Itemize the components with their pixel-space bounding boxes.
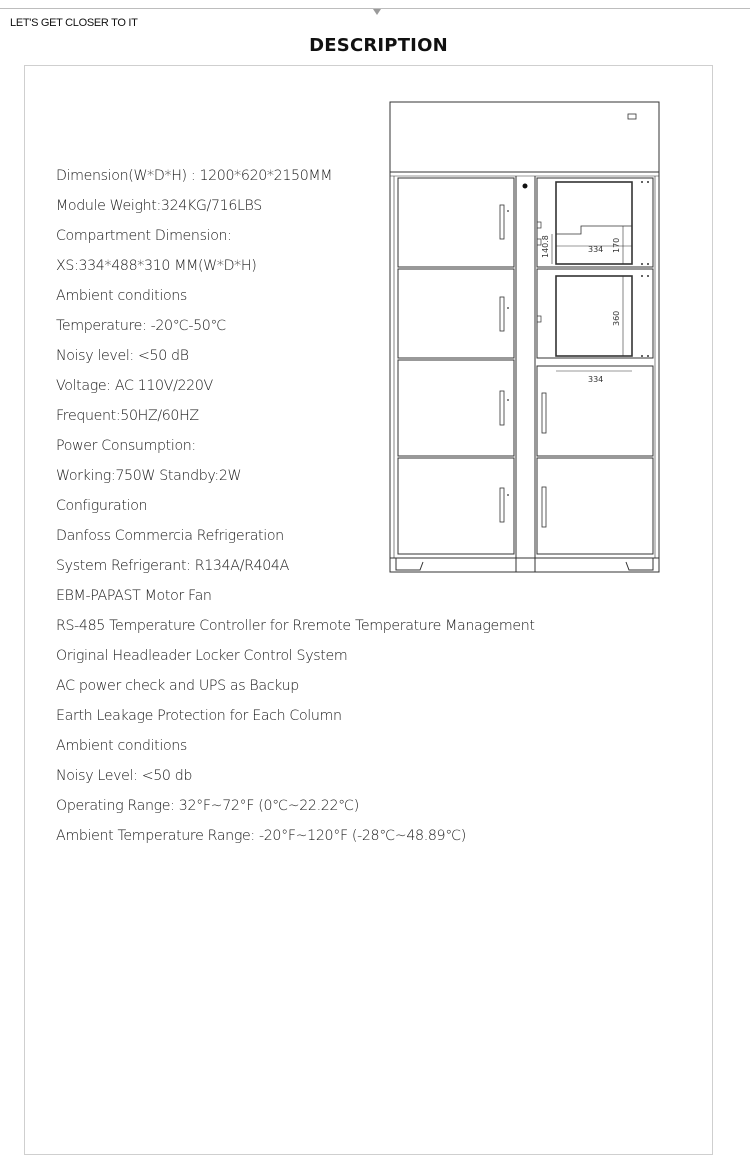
spec-item: EBM-PAPAST Motor Fan <box>56 588 212 604</box>
left-door-4 <box>398 458 514 554</box>
left-door-1 <box>398 178 514 267</box>
right-compartment-2 <box>537 269 653 358</box>
spec-item: Ambient Temperature Range: -20°F~120°F (-28℃~48.89℃) <box>56 828 466 844</box>
locker-technical-drawing <box>386 100 666 576</box>
canopy-indicator <box>628 114 636 119</box>
page-title: DESCRIPTION <box>309 35 448 56</box>
spec-item: Module Weight:324KG/716LBS <box>56 198 262 214</box>
left-door-3 <box>398 360 514 456</box>
spec-item: System Refrigerant: R134A/R404A <box>56 558 289 574</box>
cabinet-canopy <box>390 102 659 172</box>
spec-item: Noisy level: <50 dB <box>56 348 189 364</box>
spec-item: Operating Range: 32°F~72°F (0℃~22.22℃) <box>56 798 359 814</box>
door-handle-icon <box>500 488 504 522</box>
dim-width-top: 334 <box>588 245 604 254</box>
lock-dot-icon <box>523 184 528 189</box>
door-handle-icon <box>542 487 546 527</box>
spec-item: AC power check and UPS as Backup <box>56 678 299 694</box>
right-door-4 <box>537 458 653 554</box>
dim-height-top: 170 <box>612 237 621 253</box>
door-handle-icon <box>500 297 504 331</box>
left-door-2 <box>398 269 514 358</box>
door-handle-icon <box>542 393 546 433</box>
spec-item: Frequent:50HZ/60HZ <box>56 408 199 424</box>
spec-item: Noisy Level: <50 db <box>56 768 193 784</box>
cabinet-foot-left <box>396 558 423 570</box>
spec-item: Temperature: -20℃-50℃ <box>56 318 227 334</box>
spec-item: Compartment Dimension: <box>56 228 232 244</box>
cabinet-foot-right <box>626 558 653 570</box>
cabinet-body <box>390 172 659 572</box>
spec-item: Earth Leakage Protection for Each Column <box>56 708 342 724</box>
spec-item: Configuration <box>56 498 148 514</box>
spec-item: Ambient conditions <box>56 738 187 754</box>
dim-width-mid: 334 <box>588 375 604 384</box>
spec-item: RS-485 Temperature Controller for Rremote Temperature Management <box>56 618 535 634</box>
spec-item: Voltage: AC 110V/220V <box>56 378 213 394</box>
spec-item: Danfoss Commercia Refrigeration <box>56 528 284 544</box>
tagline: LET'S GET CLOSER TO IT <box>10 17 138 29</box>
spec-item: Dimension(W*D*H) : 1200*620*2150MM <box>56 168 333 184</box>
spec-item: Ambient conditions <box>56 288 187 304</box>
spec-item: Original Headleader Locker Control System <box>56 648 348 664</box>
spec-item: XS:334*488*310 MM(W*D*H) <box>56 258 257 274</box>
door-handle-icon <box>500 391 504 425</box>
divider-notch-icon <box>373 9 381 15</box>
dim-height-mid: 360 <box>612 310 621 326</box>
spec-item: Working:750W Standby:2W <box>56 468 242 484</box>
door-handle-icon <box>500 205 504 239</box>
dim-side-top: 140.8 <box>541 235 550 258</box>
spec-item: Power Consumption: <box>56 438 196 454</box>
